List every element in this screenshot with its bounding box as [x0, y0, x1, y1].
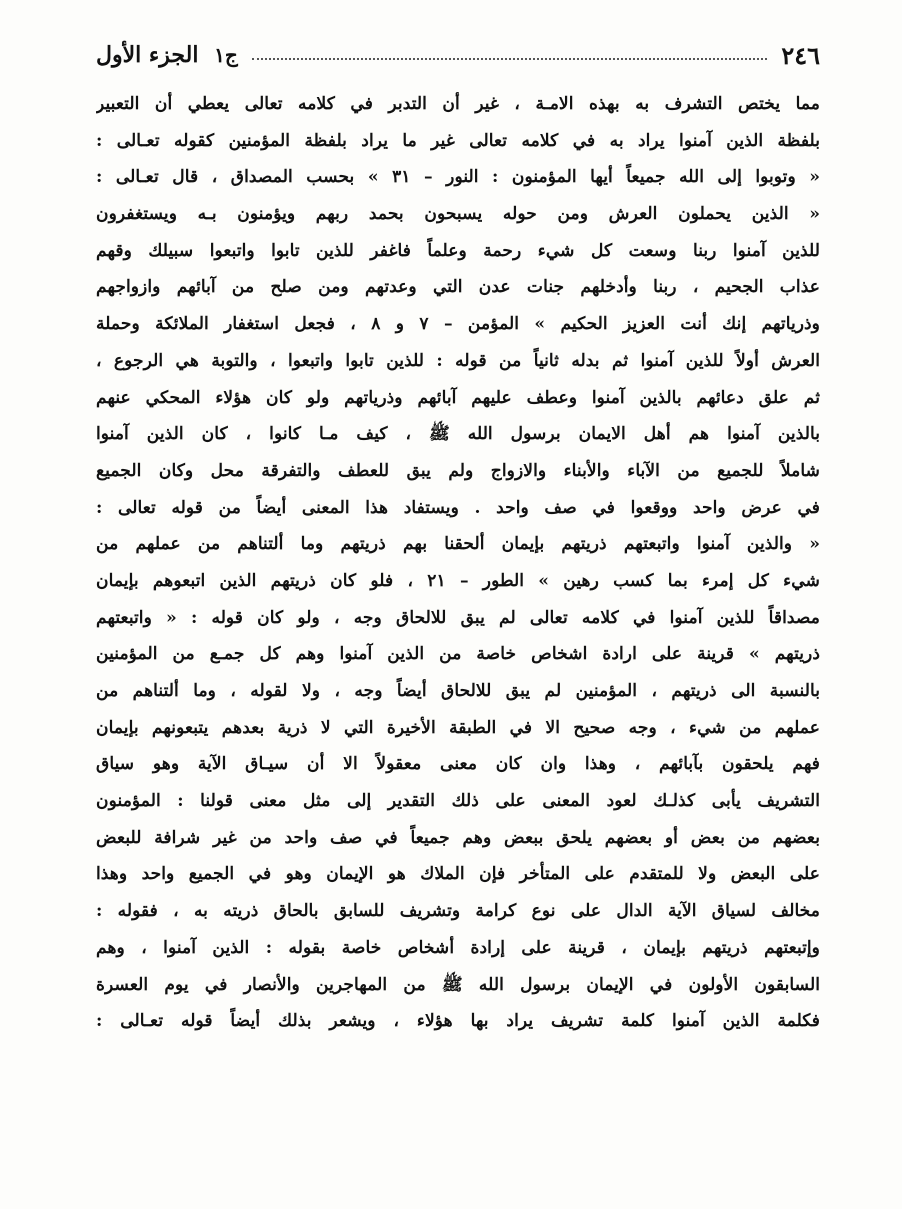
text-line: مما يختص التشرف به بهذه الامـة ، غير أن التدبر في كلامه تعالى يعطي أن التعبير	[96, 94, 820, 114]
text-line: ثم علق دعائهم بالذين آمنوا وعطف عليهم آبائهم وذرياتهم ولو كان هؤلاء المحكي عنهم	[96, 387, 820, 408]
text-line: فكلمة الذين آمنوا كلمة تشريف يراد بها هؤلاء ، ويشعر بذلك أيضاً قوله تعـالى :	[96, 1011, 820, 1032]
part-label: الجزء الأول	[96, 42, 199, 68]
text-line: مصداقاً للذين آمنوا في كلامه تعالى لم يبق للالحاق وجه ، ولو كان قوله : « واتبعتهم	[96, 607, 820, 628]
text-line: « الذين يحملون العرش ومن حوله يسبحون بحمد ربهم ويؤمنون بـه ويستغفرون	[96, 204, 820, 225]
text-line: بلفظة الذين آمنوا يراد به في كلامه تعالى غير ما يراد بلفظة المؤمنين كقوله تعـالى :	[96, 130, 820, 151]
running-title	[96, 42, 238, 68]
text-line: في عرض واحد ووقعوا في صف واحد . ويستفاد هذا المعنى أيضاً من قوله تعالى :	[96, 497, 820, 518]
dotted-leader	[252, 58, 768, 60]
text-line: السابقون الأولون في الإيمان برسول الله ﷺ من المهاجرين والأنصار في يوم العسرة	[96, 974, 820, 995]
page-number: ٢٤٦	[781, 40, 820, 70]
text-line: العرش أولاً للذين آمنوا ثم بدله ثانياً من قوله : للذين تابوا واتبعوا ، والتوبة هي الرجوع ،	[96, 350, 820, 371]
text-line: على البعض ولا للمتقدم على المتأخر فإن الملاك هو الإيمان وهو في الجميع واحد وهذا	[96, 864, 820, 885]
text-line: فهم يلحقون بآبائهم ، وهذا وان كان معنى معقولاً الا أن سيـاق الآية وهو سياق	[96, 754, 820, 775]
text-line: بالنسبة الى ذريتهم ، المؤمنين لم يبق للالحاق أيضاً وجه ، ولا لقوله ، وما ألتناهم من	[96, 681, 820, 701]
volume-label: ج١	[214, 43, 238, 67]
text-line: التشريف يأبى كذلـك لعود المعنى على ذلك التقدير إلى مثل معنى قولنا : المؤمنون	[96, 791, 820, 812]
text-line: وإتبعتهم ذريتهم بإيمان ، قرينة على إرادة أشخاص خاصة بقوله : الذين آمنوا ، وهم	[96, 937, 820, 958]
body-text	[96, 86, 820, 1040]
text-line: شاملاً للجميع من الآباء والأبناء والازواج ولم يبق للعطف والتفرقة محل وكان الجميع	[96, 460, 820, 481]
text-line: مخالف لسياق الآية الدال على نوع كرامة وتشريف للسابق بالحاق ذريته به ، فقوله :	[96, 901, 820, 922]
text-line: بالذين آمنوا هم أهل الايمان برسول الله ﷺ ، كيف مـا كانوا ، كان الذين آمنوا	[96, 424, 820, 445]
text-line: شيء كل إمرء بما كسب رهين » الطور – ٢١ ، فلو كان ذريتهم الذين اتبعوهم بإيمان	[96, 570, 820, 591]
text-line: عملهم من شيء ، وجه صحيح الا في الطبقة الأخيرة التي لا ذرية بعدهم يتبعونهم بإيمان	[96, 717, 820, 738]
text-line: عذاب الجحيم ، ربنا وأدخلهم جنات عدن التي وعدتهم ومن صلح من آبائهم وازواجهم	[96, 277, 820, 298]
text-line: بعضهم من بعض أو بعضهم يلحق ببعض وهم جميعاً في صف واحد من غير شرافة للبعض	[96, 827, 820, 848]
text-line: للذين آمنوا ربنا وسعت كل شيء رحمة وعلماً فاغفر للذين تابوا واتبعوا سبيلك وقهم	[96, 240, 820, 261]
text-line: ذريتهم » قرينة على ارادة اشخاص خاصة من الذين آمنوا وهم كل جمـع من المؤمنين	[96, 644, 820, 665]
text-line: وذرياتهم إنك أنت العزيز الحكيم » المؤمن – ٧ و ٨ ، فجعل استغفار الملائكة وحملة	[96, 314, 820, 335]
text-line: « وتوبوا إلى الله جميعاً أيها المؤمنون : النور – ٣١ » بحسب المصداق ، قال تعـالى :	[96, 167, 820, 188]
page-header	[96, 38, 820, 72]
text-line: « والذين آمنوا واتبعتهم ذريتهم بإيمان ألحقنا بهم ذريتهم وما ألتناهم من عملهم من	[96, 534, 820, 555]
